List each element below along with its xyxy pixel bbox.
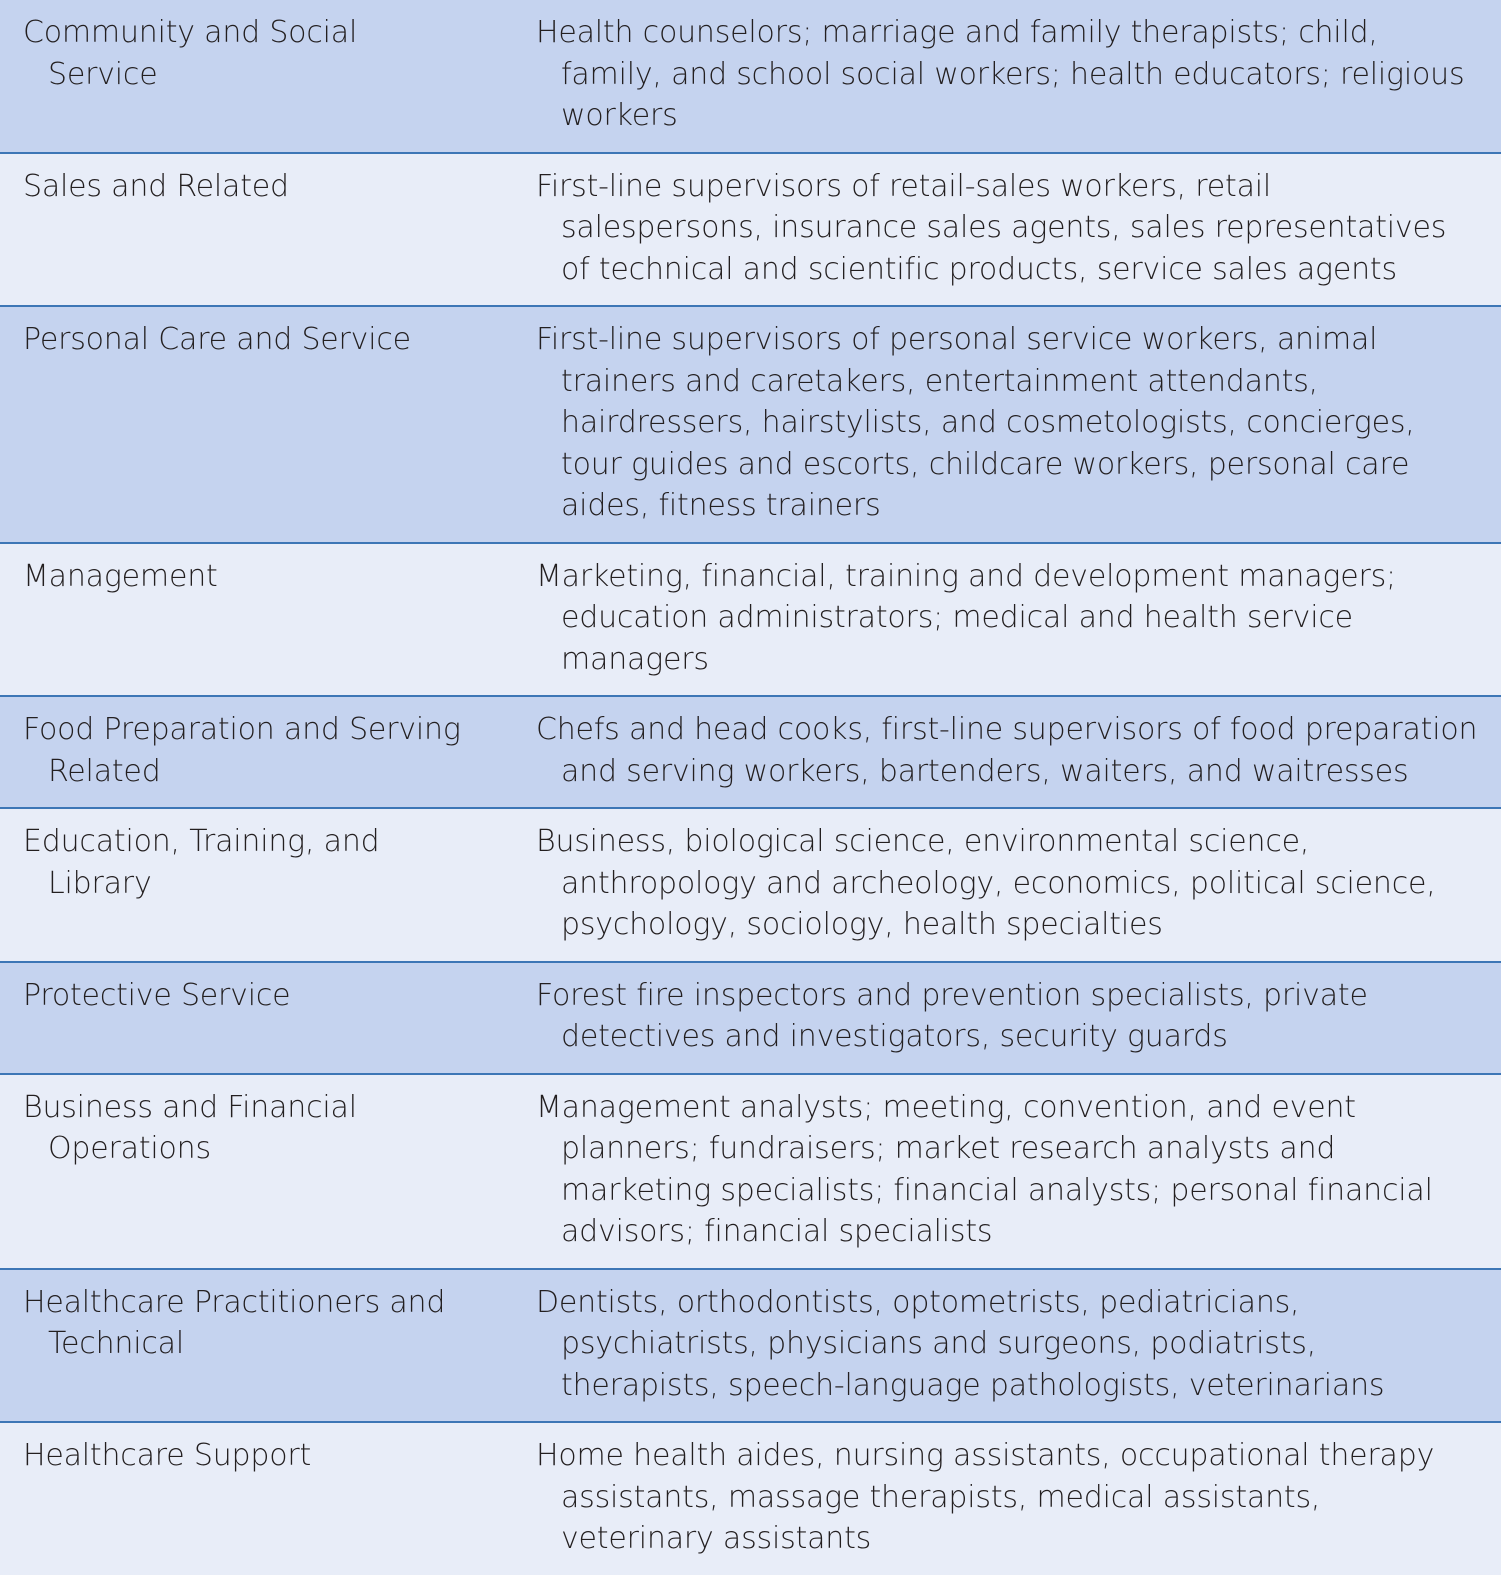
examples-text: Home health aides, nursing assistants, occupational therapy assistants, massage therapists, medical assistants, veterinary assistants (536, 1438, 1435, 1556)
category-cell (0, 808, 512, 962)
examples-text: Chefs and head cooks, first-line supervisors of food preparation and serving workers, bartenders, waiters, and waitresses (536, 712, 1478, 789)
examples-text: First-line supervisors of personal service workers, animal trainers and caretakers, entertainment attendants, hairdressers, hairstylists, and cosmetologists, concierges, tour guides and escorts, childcare workers, personal care aides, fitness trainers (536, 322, 1415, 523)
examples-cell (512, 543, 1501, 697)
examples-cell (512, 153, 1501, 307)
table-row (0, 962, 1501, 1074)
table-row (0, 1074, 1501, 1269)
examples-cell (512, 0, 1501, 153)
table-row (0, 306, 1501, 543)
table-row (0, 808, 1501, 962)
examples-cell (512, 808, 1501, 962)
category-cell (0, 1269, 512, 1423)
category-cell (0, 1074, 512, 1269)
category-text: Personal Care and Service (23, 322, 411, 357)
examples-text: Marketing, financial, training and development managers; education administrators; medical and health service managers (536, 558, 1396, 677)
examples-text: Management analysts; meeting, convention, and event planners; fundraisers; market research analysts and marketing specialists; financial analysts; personal financial advisors; financial specialists (536, 1089, 1433, 1249)
category-text: Healthcare Practitioners and Technical (23, 1284, 446, 1361)
examples-text: First-line supervisors of retail-sales workers, retail salespersons, insurance sales agents, sales representatives of technical and scientific products, service sales agents (536, 168, 1447, 287)
category-text: Education, Training, and Library (23, 824, 380, 901)
examples-cell (512, 962, 1501, 1074)
category-text: Community and Social Service (23, 15, 358, 92)
examples-cell (512, 306, 1501, 543)
category-text: Business and Financial Operations (23, 1089, 357, 1166)
category-cell (0, 696, 512, 808)
examples-text: Health counselors; marriage and family therapists; child, family, and school social workers; health educators; religious workers (536, 15, 1465, 133)
examples-text: Dentists, orthodontists, optometrists, pediatricians, psychiatrists, physicians and surgeons, podiatrists, therapists, speech-language pathologists, veterinarians (536, 1284, 1385, 1403)
table-row (0, 696, 1501, 808)
category-cell (0, 1422, 512, 1575)
category-cell (0, 153, 512, 307)
category-text: Sales and Related (23, 168, 289, 204)
examples-cell (512, 696, 1501, 808)
category-cell (0, 0, 512, 153)
category-cell (0, 306, 512, 543)
category-text: Management (23, 558, 218, 594)
examples-cell (512, 1269, 1501, 1423)
examples-cell (512, 1422, 1501, 1575)
category-text: Healthcare Support (23, 1438, 312, 1473)
category-text: Protective Service (23, 977, 291, 1013)
table-row (0, 1269, 1501, 1423)
table-row (0, 543, 1501, 697)
table-row (0, 0, 1501, 153)
examples-cell (512, 1074, 1501, 1269)
category-cell (0, 962, 512, 1074)
category-cell (0, 543, 512, 697)
category-text: Food Preparation and Serving Related (23, 712, 461, 789)
table-row (0, 1422, 1501, 1575)
examples-text: Forest fire inspectors and prevention specialists, private detectives and investigators, security guards (536, 977, 1368, 1054)
examples-text: Business, biological science, environmental science, anthropology and archeology, economics, political science, psychology, sociology, health specialties (536, 824, 1436, 942)
table-row (0, 153, 1501, 307)
